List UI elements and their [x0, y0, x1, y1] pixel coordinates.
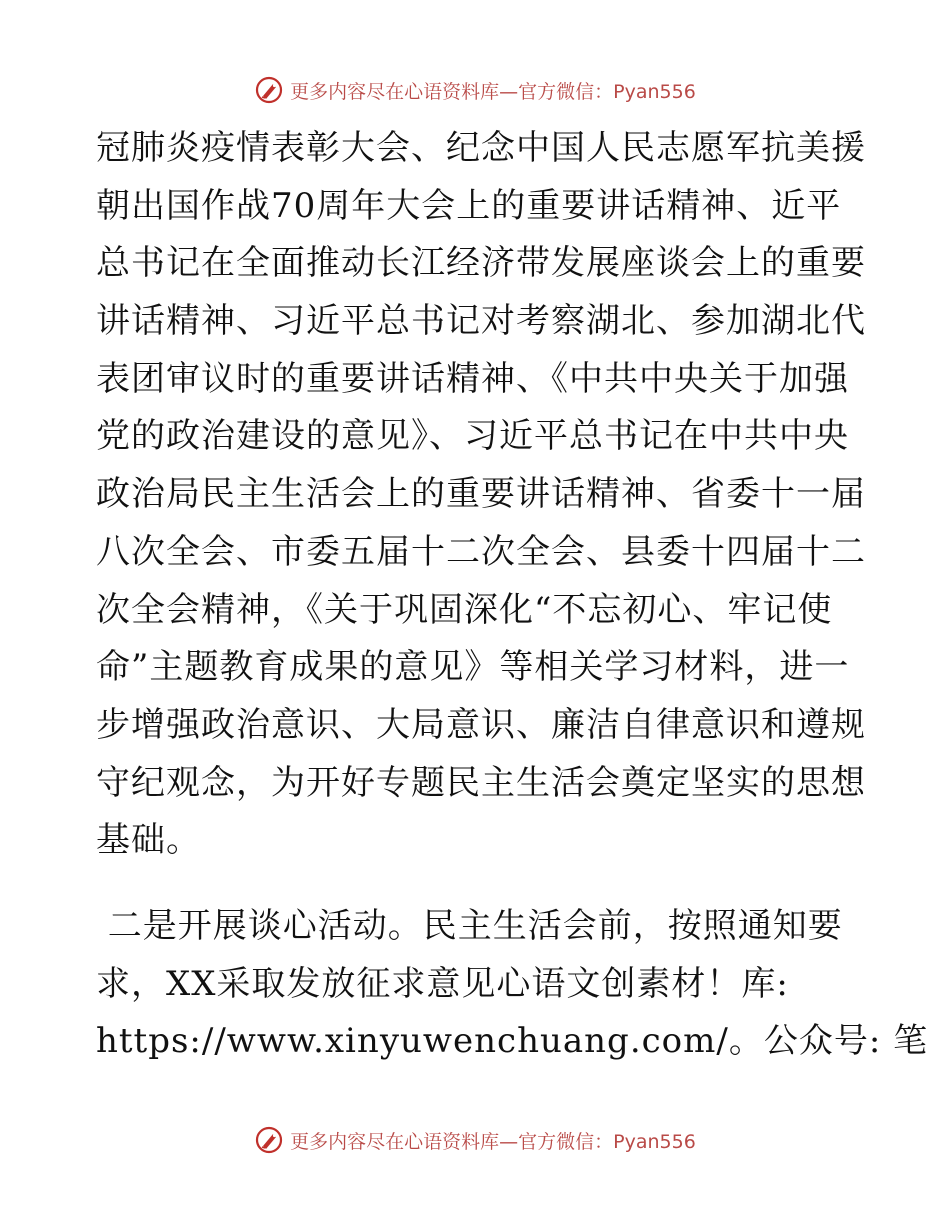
pen-nib-logo-icon: [254, 1125, 284, 1155]
text-line: 次全会精神，《关于巩固深化“不忘初心、牢记使: [96, 589, 833, 630]
text-line: 基础。: [96, 820, 201, 861]
paragraph-1: [96, 120, 866, 870]
header-watermark-banner: [0, 70, 950, 110]
text-line: 表团审议时的重要讲话精神、《中共中央关于加强: [96, 358, 849, 399]
footer-watermark-text: 更多内容尽在心语资料库—官方微信：Pyan556: [290, 1130, 696, 1153]
text-line: 政治局民主生活会上的重要讲话精神、省委十一届: [96, 474, 866, 515]
header-watermark-text: 更多内容尽在心语资料库—官方微信：Pyan556: [290, 80, 696, 103]
text-line: 步增强政治意识、大局意识、廉洁自律意识和遵规: [96, 704, 866, 745]
text-line: 冠肺炎疫情表彰大会、纪念中国人民志愿军抗美援: [96, 128, 866, 168]
text-line: 二是开展谈心活动。民主生活会前，按照通知要: [96, 905, 843, 946]
paragraph-gap: [96, 870, 856, 898]
text-line: 求，XX采取发放征求意见心语文创素材！库:: [96, 963, 789, 1004]
pen-nib-logo-icon: [254, 75, 284, 105]
text-line: 守纪观念，为开好专题民主生活会奠定坚实的思想: [96, 762, 866, 803]
text-line: 总书记在全面推动长江经济带发展座谈会上的重要: [96, 243, 866, 284]
document-body: [96, 120, 929, 1071]
footer-watermark-banner: [0, 1120, 950, 1160]
paragraph-2: [96, 898, 929, 1071]
text-line: 八次全会、市委五届十二次全会、县委十四届十二: [96, 531, 866, 572]
text-line: 命”主题教育成果的意见》等相关学习材料，进一: [96, 647, 850, 688]
text-line: https://www.xinyuwenchuang.com/。公众号: 笔: [96, 1021, 929, 1062]
text-line: 讲话精神、习近平总书记对考察湖北、参加湖北代: [96, 301, 866, 342]
text-line: 朝出国作战70周年大会上的重要讲话精神、近平: [96, 185, 842, 226]
text-line: 党的政治建设的意见》、习近平总书记在中共中央: [96, 416, 849, 457]
